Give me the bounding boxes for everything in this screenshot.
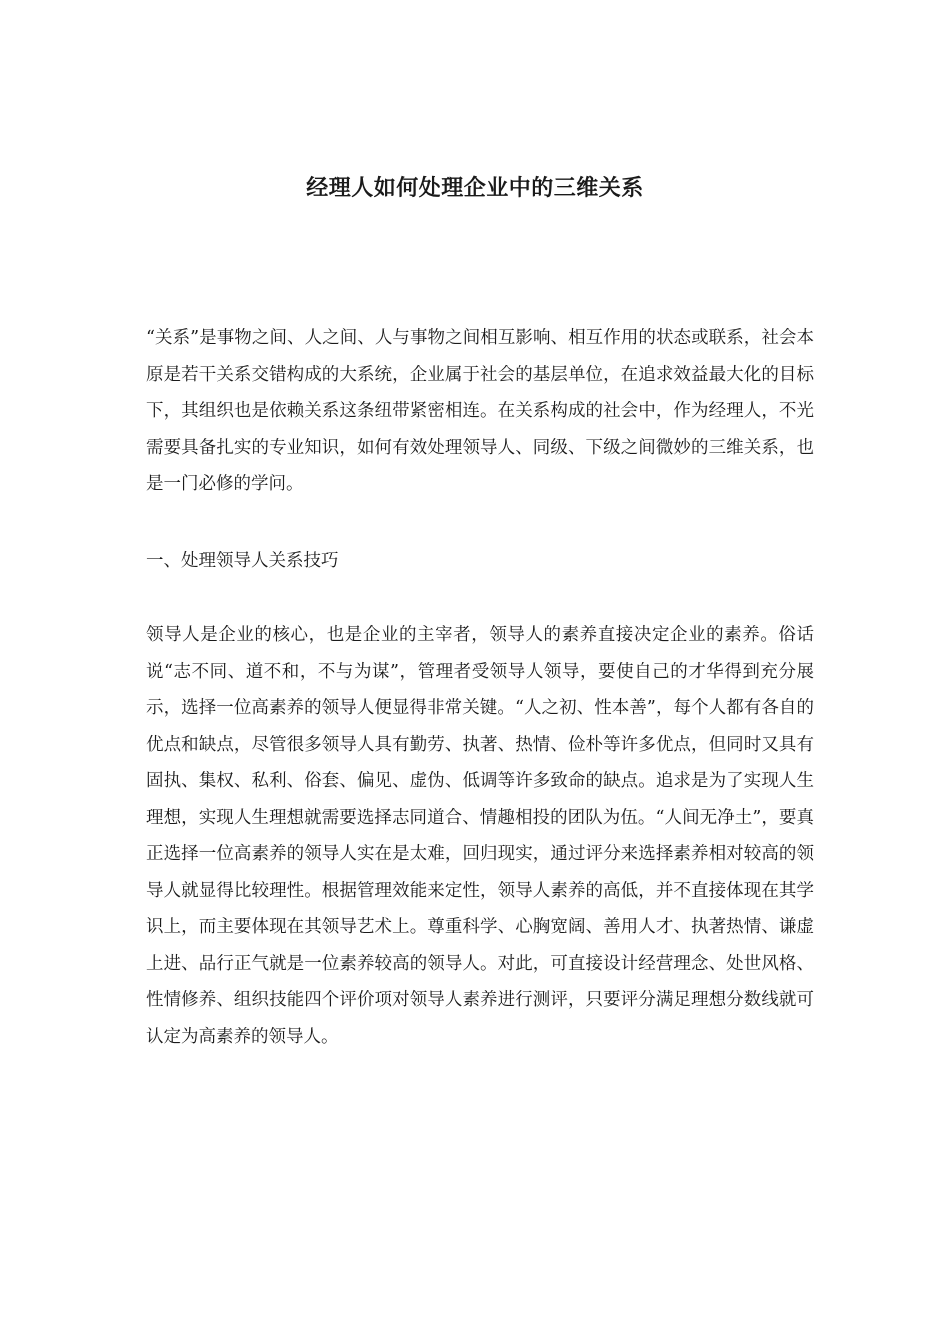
section-heading: 一、处理领导人关系技巧	[146, 551, 339, 571]
intro-paragraph: “关系”是事物之间、人之间、人与事物之间相互影响、相互作用的状态或联系，社会本原是若干关系交错构成的大系统，企业属于社会的基层单位，在追求效益最大化的目标下，其组织也是依赖关系这条纽带紧密相连。在关系构成的社会中，作为经理人，不光需要具备扎实的专业知识，如何有效处理领导人、同级、下级之间微妙的三维关系，也是一门必修的学问。	[146, 328, 814, 494]
section-paragraph: 领导人是企业的核心，也是企业的主宰者，领导人的素养直接决定企业的素养。俗话说“志不同、道不和，不与为谋”，管理者受领导人领导，要使自己的才华得到充分展示，选择一位高素养的领导人便显得非常关键。“人之初、性本善”，每个人都有各自的优点和缺点，尽管很多领导人具有勤劳、执著、热情、俭朴等许多优点，但同时又具有固执、集权、私利、俗套、偏见、虚伪、低调等许多致命的缺点。追求是为了实现人生理想，实现人生理想就需要选择志同道合、情趣相投的团队为伍。“人间无净土”，要真正选择一位高素养的领导人实在是太难，回归现实，通过评分来选择素养相对较高的领导人就显得比较理性。根据管理效能来定性，领导人素养的高低，并不直接体现在其学识上，而主要体现在其领导艺术上。尊重科学、心胸宽阔、善用人才、执著热情、谦虚上进、品行正气就是一位素养较高的领导人。对此，可直接设计经营理念、处世风格、性情修养、组织技能四个评价项对领导人素养进行测评，只要评分满足理想分数线就可认定为高素养的领导人。	[146, 625, 814, 1047]
document-title: 经理人如何处理企业中的三维关系	[306, 175, 644, 201]
